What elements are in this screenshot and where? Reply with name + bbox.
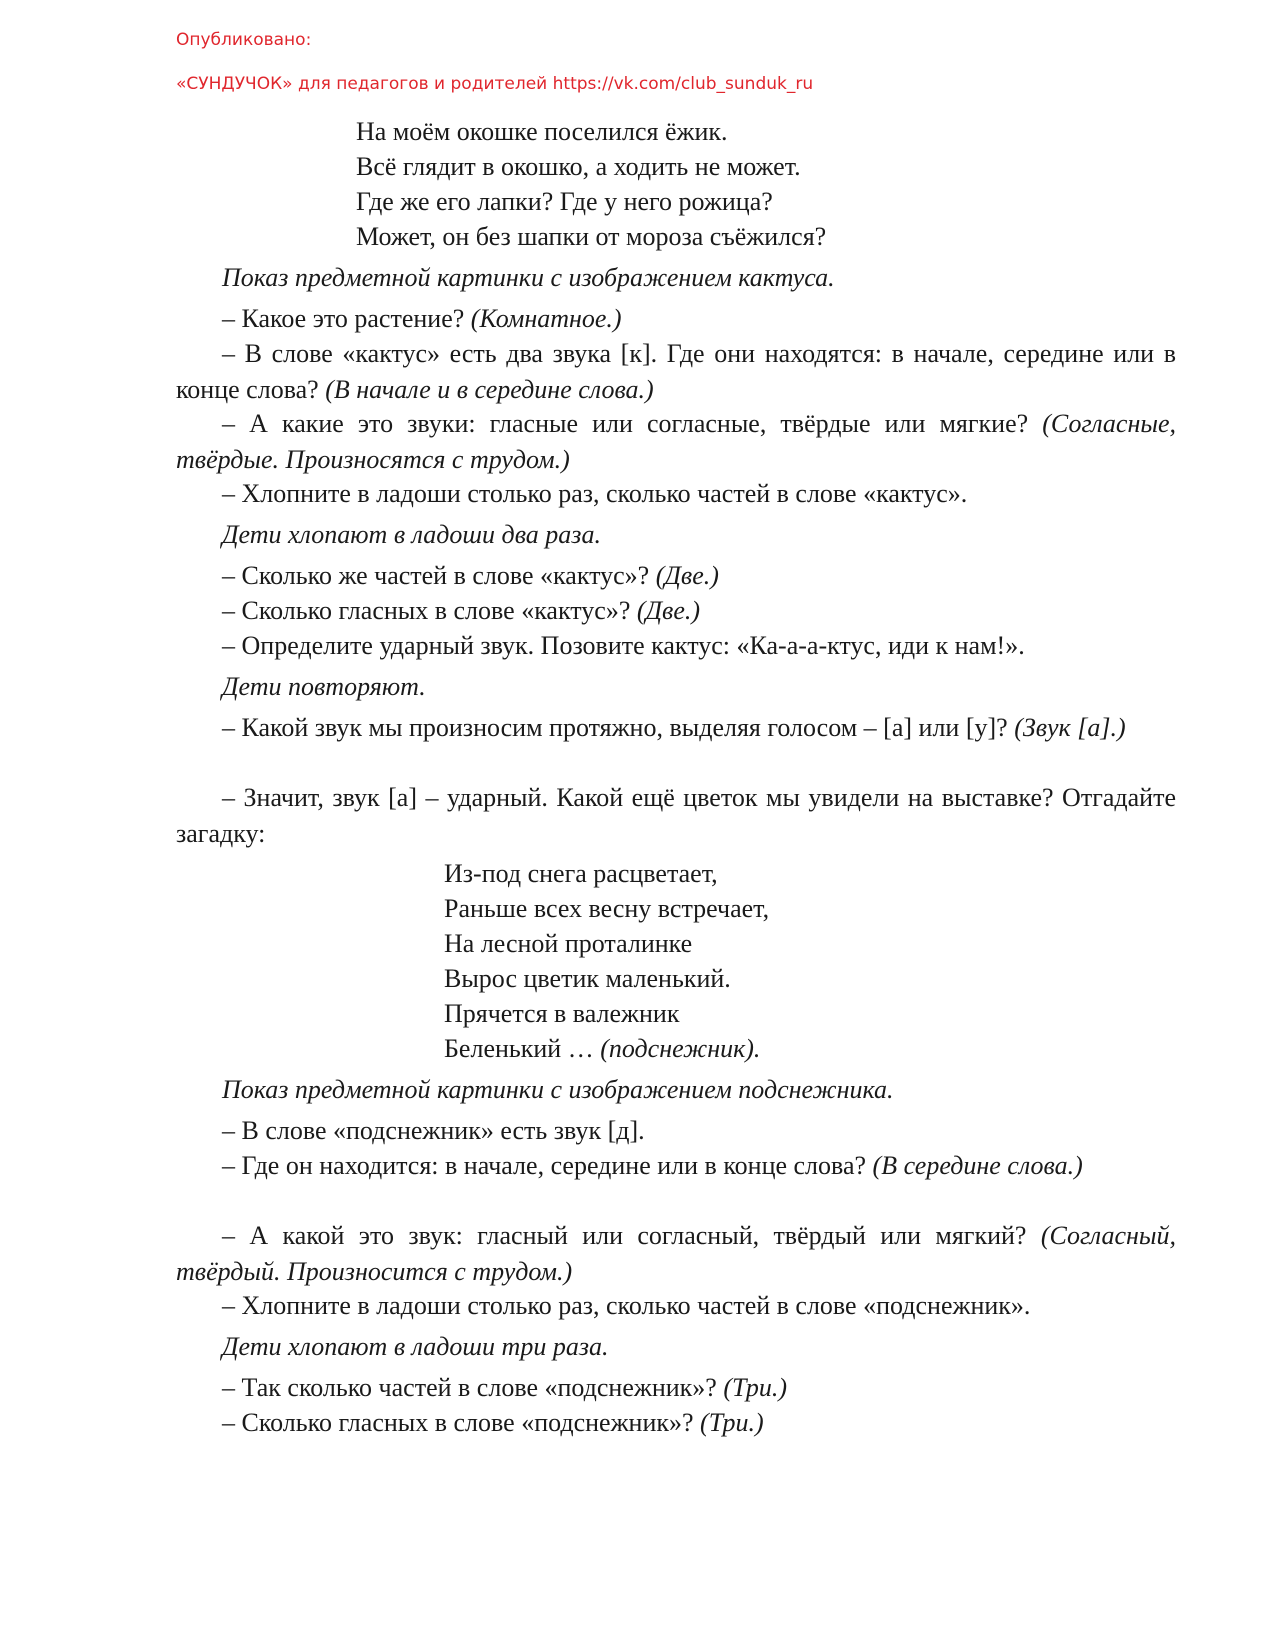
stage-direction: Дети хлопают в ладоши три раза. bbox=[222, 1332, 609, 1361]
question-paragraph bbox=[176, 336, 1176, 408]
riddle-line: Вырос цветик маленький. bbox=[444, 964, 731, 993]
question-text: – Какой звук мы произносим протяжно, выделяя голосом – [а] или [у]? bbox=[222, 713, 1015, 742]
poem1-line: Может, он без шапки от мороза съёжился? bbox=[356, 222, 827, 251]
stage-direction: Показ предметной картинки с изображением кактуса. bbox=[222, 263, 835, 292]
question-text: – Сколько гласных в слове «кактус»? bbox=[222, 596, 637, 625]
question-paragraph bbox=[176, 1148, 1176, 1184]
stage-direction: Показ предметной картинки с изображением подснежника. bbox=[222, 1075, 894, 1104]
question-text: – Какое это растение? bbox=[222, 304, 471, 333]
published-label: Опубликовано: bbox=[176, 30, 312, 50]
question-paragraph: – Хлопните в ладоши столько раз, сколько частей в слове «кактус». bbox=[222, 479, 968, 508]
question-text: – Сколько же частей в слове «кактус»? bbox=[222, 561, 656, 590]
question-paragraph bbox=[176, 406, 1176, 478]
riddle-line: На лесной проталинке bbox=[444, 929, 693, 958]
riddle-line: Из-под снега расцветает, bbox=[444, 859, 718, 888]
riddle-line: Раньше всех весну встречает, bbox=[444, 894, 770, 923]
riddle-text: Беленький … bbox=[444, 1034, 601, 1063]
question-paragraph: – Определите ударный звук. Позовите кактус: «Ка-а-а-ктус, иди к нам!». bbox=[222, 631, 1025, 660]
riddle-answer: (подснежник). bbox=[600, 1034, 761, 1063]
question-paragraph bbox=[176, 301, 1176, 337]
answer-text: (Две.) bbox=[655, 561, 719, 590]
answer-text: (Согласные, твёрдые. Произносятся с трудом.) bbox=[176, 409, 1176, 474]
source-line: «СУНДУЧОК» для педагогов и родителей https://vk.com/club_sunduk_ru bbox=[176, 74, 814, 94]
question-paragraph bbox=[176, 1370, 1176, 1406]
question-text: – А какой это звук: гласный или согласный, твёрдый или мягкий? bbox=[222, 1221, 1041, 1250]
poem1-line: Всё глядит в окошко, а ходить не может. bbox=[356, 152, 801, 181]
question-text: – В слове «кактус» есть два звука [к]. Где они находятся: в начале, середине или в конце слова? bbox=[176, 339, 1176, 404]
question-paragraph bbox=[176, 1218, 1176, 1290]
question-paragraph: – В слове «подснежник» есть звук [д]. bbox=[222, 1116, 645, 1145]
answer-text: (Звук [а].) bbox=[1014, 713, 1126, 742]
answer-text: (Согласный, твёрдый. Произносится с трудом.) bbox=[176, 1221, 1176, 1286]
answer-text: (В середине слова.) bbox=[872, 1151, 1083, 1180]
question-text: – Так сколько частей в слове «подснежник»? bbox=[222, 1373, 724, 1402]
answer-text: (Три.) bbox=[700, 1408, 764, 1437]
stage-direction: Дети хлопают в ладоши два раза. bbox=[222, 520, 601, 549]
question-text: – Сколько гласных в слове «подснежник»? bbox=[222, 1408, 701, 1437]
riddle-line: Прячется в валежник bbox=[444, 999, 680, 1028]
answer-text: (В начале и в середине слова.) bbox=[325, 375, 654, 404]
question-paragraph bbox=[176, 593, 1176, 629]
riddle-line bbox=[444, 1031, 760, 1067]
answer-text: (Три.) bbox=[723, 1373, 787, 1402]
question-text: – А какие это звуки: гласные или согласные, твёрдые или мягкие? bbox=[222, 409, 1043, 438]
question-paragraph bbox=[176, 710, 1176, 746]
answer-text: (Комнатное.) bbox=[470, 304, 622, 333]
question-paragraph: – Значит, звук [а] – ударный. Какой ещё цветок мы увидели на выставке? Отгадайте загадку: bbox=[176, 783, 1176, 848]
question-paragraph bbox=[176, 558, 1176, 594]
poem1-line: На моём окошке поселился ёжик. bbox=[356, 117, 728, 146]
answer-text: (Две.) bbox=[636, 596, 701, 625]
stage-direction: Дети повторяют. bbox=[222, 672, 426, 701]
question-paragraph: – Хлопните в ладоши столько раз, сколько частей в слове «подснежник». bbox=[222, 1291, 1031, 1320]
question-text: – Где он находится: в начале, середине или в конце слова? bbox=[222, 1151, 873, 1180]
question-paragraph bbox=[176, 1405, 1176, 1441]
poem1-line: Где же его лапки? Где у него рожица? bbox=[356, 187, 773, 216]
